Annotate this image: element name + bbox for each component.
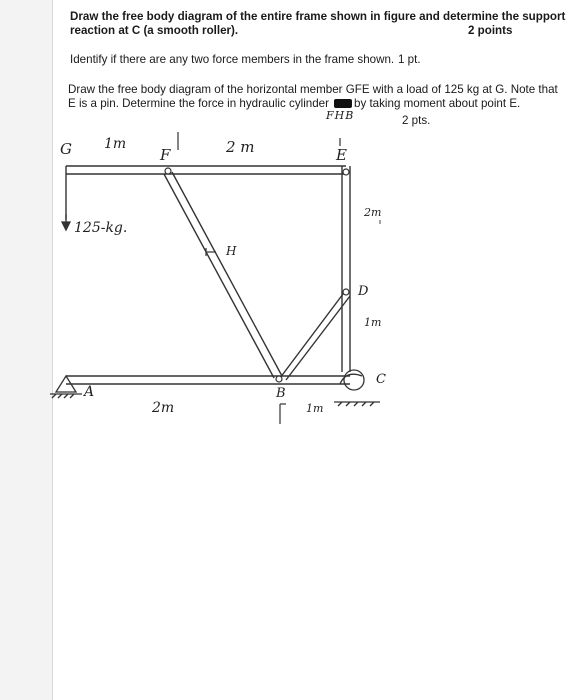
pin-f	[165, 168, 171, 174]
question-3-line-2b: by taking moment about point E.	[354, 97, 521, 110]
pin-b	[276, 376, 282, 382]
support-a-pin	[50, 376, 82, 398]
dimension-fe: 2 m	[226, 138, 255, 156]
label-f: F	[160, 146, 171, 164]
link-db-edge-2	[286, 296, 350, 380]
dimension-bc: 1m	[306, 402, 324, 415]
label-c: C	[376, 372, 386, 387]
question-1-line-2: reaction at C (a smooth roller).	[70, 24, 239, 37]
question-2-text: Identify if there are any two force members in the frame shown.	[70, 53, 395, 66]
handwritten-fhb: FHB	[326, 109, 355, 122]
dimension-ab: 2m	[152, 400, 175, 416]
label-d: D	[358, 284, 369, 299]
question-3-points: 2 pts.	[402, 114, 431, 127]
question-1-line-1: Draw the free body diagram of the entire frame shown in figure and determine the support	[70, 10, 566, 23]
pin-d	[343, 289, 349, 295]
dimension-ed: 2m	[364, 206, 382, 219]
question-2-points: 1 pt.	[398, 53, 421, 66]
load-arrow	[62, 214, 70, 230]
label-e: E	[336, 146, 347, 164]
cylinder-fhb-edge-1	[164, 174, 274, 378]
label-b: B	[276, 386, 286, 401]
label-h: H	[226, 244, 237, 258]
load-label: 125-kg.	[74, 220, 128, 236]
pin-e	[343, 169, 349, 175]
dimension-gf: 1m	[104, 136, 127, 152]
question-3-line-2a: E is a pin. Determine the force in hydraulic cylinder	[68, 97, 329, 110]
label-a: A	[84, 384, 95, 400]
link-db-edge-1	[280, 290, 346, 378]
dimension-dc: 1m	[364, 316, 382, 329]
question-3-line-1: Draw the free body diagram of the horizontal member GFE with a load of 125 kg at G. Note that	[68, 83, 558, 96]
cylinder-fhb-edge-2	[172, 172, 282, 376]
question-1-points: 2 points	[468, 24, 513, 37]
label-g: G	[60, 140, 72, 158]
